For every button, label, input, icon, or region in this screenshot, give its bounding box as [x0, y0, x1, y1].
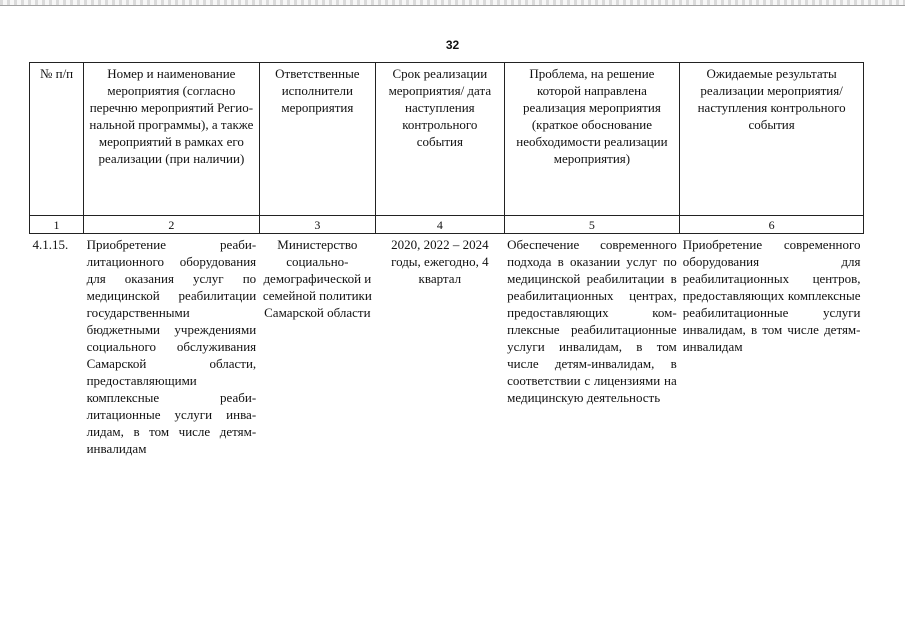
column-number: 4: [376, 216, 505, 234]
column-number: 6: [680, 216, 864, 234]
row-measure-name: Приобретение реабилитационного оборудования для оказания услуг по медицинской реабилитации государственными бюджетными учреждениями социального обслуживания Самарской области, предоставляющими комплексные реабилитационные услуги инвалидам, в том числе детям-инвалидам: [86, 237, 257, 456]
column-number: 5: [504, 216, 680, 234]
row-problem: Обеспечение современного подхода в оказании услуг по медицинской реабилитации в реабилитационных центрах, предоставляющих комплексные реабилитационные услуги инвалидам, в том числе детям-инвалидам, в соответствии с лицензиями на медицинскую деятельность: [507, 237, 677, 405]
row-number: 4.1.15.: [32, 237, 69, 252]
page-number: 32: [445, 38, 460, 52]
table-header-row: [30, 63, 864, 216]
header-results: Ожидаемые результаты реализации мероприятия/ наступления контрольного события: [680, 63, 864, 216]
measures-table: [29, 62, 864, 457]
header-number: № п/п: [30, 63, 84, 216]
row-results: Приобретение современного оборудования для реабилитационных центров, предоставляющих комплексные реабилитационные услуги инвалидам, в том числе детям-инвалидам: [682, 237, 861, 354]
header-measure-name: Номер и наименование мероприятия (согласно перечню мероприятий Региональной программы), а также мероприятий в рамках его реализации (при наличии): [84, 63, 260, 216]
column-number: 1: [30, 216, 84, 234]
header-executors: Ответственные исполнители мероприятия: [259, 63, 375, 216]
scan-top-edge: [0, 0, 905, 6]
header-term: Срок реализации мероприятия/ дата наступления контрольного события: [376, 63, 505, 216]
column-number: 2: [84, 216, 260, 234]
header-problem: Проблема, на решение которой направлена реализация мероприятия (краткое обоснование необходимости реализации мероприятия): [504, 63, 680, 216]
column-number: 3: [259, 216, 375, 234]
table-row: [30, 234, 864, 458]
column-number-row: [30, 216, 864, 234]
row-term: 2020, 2022 – 2024 годы, ежегодно, 4 квартал: [391, 237, 489, 286]
row-executors: Министерство социально-демографической и семейной политики Самарской области: [262, 237, 372, 320]
